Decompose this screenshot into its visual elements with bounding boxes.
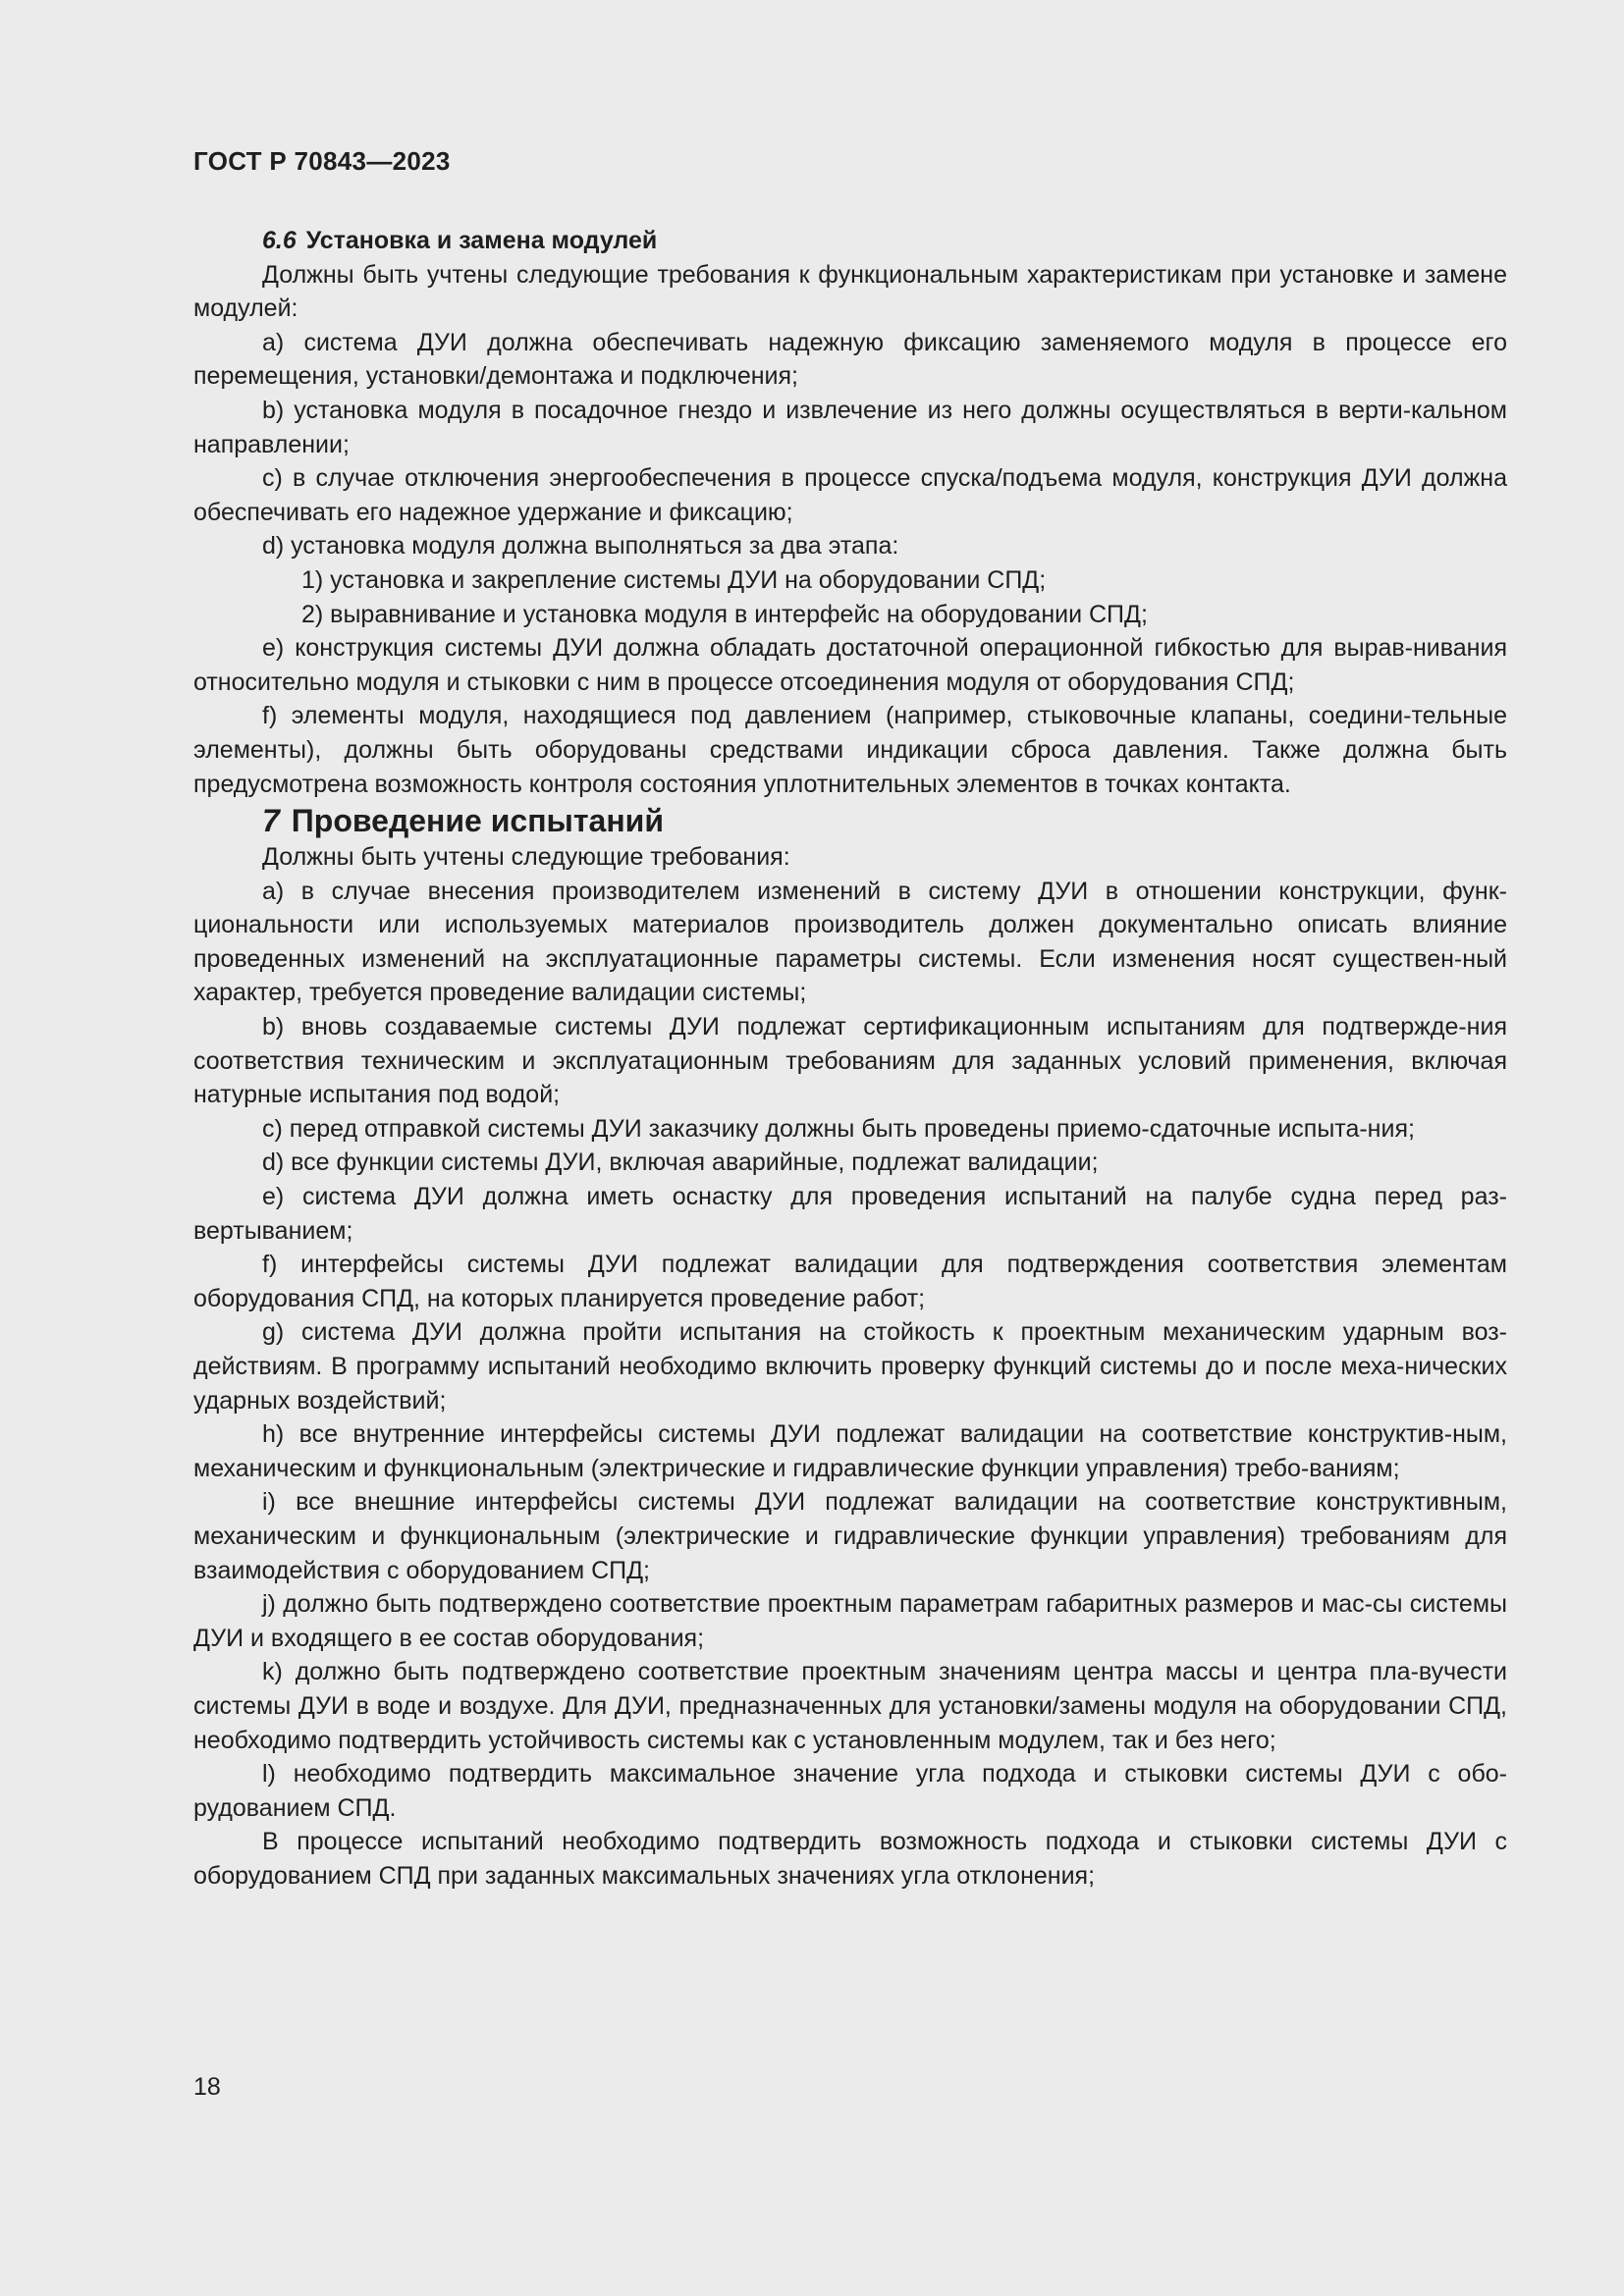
document-code-header: ГОСТ Р 70843—2023 xyxy=(193,146,451,176)
subsection-number: 6.6 xyxy=(262,227,297,254)
list-item: d) все функции системы ДУИ, включая аварийные, подлежат валидации; xyxy=(262,1148,1099,1177)
sub-list-item: 1) установка и закрепление системы ДУИ на оборудовании СПД; xyxy=(301,565,1047,594)
document-body xyxy=(193,224,1507,1894)
list-item: a) в случае внесения производителем изменений в систему ДУИ в отношении конструкции, функ-циональности или используемых материалов производитель должен документально описать влияние проведенных изменений на эксплуатационные параметры системы. Если изменения носят существен-ный характер, требуется проведение валидации системы; xyxy=(193,877,1507,1007)
list-item: h) все внутренние интерфейсы системы ДУИ подлежат валидации на соответствие конструктив-ным, механическим и функциональным (электрические и гидравлические функции управления) требо-ваниям; xyxy=(193,1420,1507,1482)
section-number: 7 xyxy=(262,803,280,839)
list-item: b) установка модуля в посадочное гнездо и извлечение из него должны осуществляться в верти-кальном направлении; xyxy=(193,396,1507,458)
list-item: f) элементы модуля, находящиеся под давлением (например, стыковочные клапаны, соедини-тельные элементы), должны быть оборудованы средствами индикации сброса давления. Также должна быть предусмотрена возможность контроля состояния уплотнительных элементов в точках контакта. xyxy=(193,702,1507,798)
list-item: e) система ДУИ должна иметь оснастку для проведения испытаний на палубе судна перед раз-вертыванием; xyxy=(193,1183,1507,1245)
section-heading-7 xyxy=(193,801,1507,840)
paragraph: В процессе испытаний необходимо подтвердить возможность подхода и стыковки системы ДУИ с оборудованием СПД при заданных максимальных значениях угла отклонения; xyxy=(193,1828,1507,1890)
paragraph-intro: Должны быть учтены следующие требования к функциональным характеристикам при установке и замене модулей: xyxy=(193,260,1507,323)
page-number: 18 xyxy=(193,2073,221,2101)
list-item: a) система ДУИ должна обеспечивать надежную фиксацию заменяемого модуля в процессе его перемещения, установки/демонтажа и подключения; xyxy=(193,328,1507,391)
list-item: c) в случае отключения энергообеспечения в процессе спуска/подъема модуля, конструкция ДУИ должна обеспечивать его надежное удержание и фиксацию; xyxy=(193,464,1507,526)
list-item: j) должно быть подтверждено соответствие проектным параметрам габаритных размеров и мас-сы системы ДУИ и входящего в ее состав оборудования; xyxy=(193,1590,1507,1652)
list-item: b) вновь создаваемые системы ДУИ подлежат сертификационным испытаниям для подтвержде-ния соответствия техническим и эксплуатационным требованиям для заданных условий применения, включая натурные испытания под водой; xyxy=(193,1013,1507,1109)
list-item: l) необходимо подтвердить максимальное значение угла подхода и стыковки системы ДУИ с обо-рудованием СПД. xyxy=(193,1760,1507,1822)
subsection-heading-6-6 xyxy=(193,224,1507,258)
list-item: d) установка модуля должна выполняться за два этапа: xyxy=(262,532,899,561)
subsection-title: Установка и замена модулей xyxy=(305,227,658,254)
section-title: Проведение испытаний xyxy=(291,803,664,839)
list-item: e) конструкция системы ДУИ должна обладать достаточной операционной гибкостью для вырав-нивания относительно модуля и стыковки с ним в процессе отсоединения модуля от оборудования СПД; xyxy=(193,634,1507,696)
list-item: c) перед отправкой системы ДУИ заказчику должны быть проведены приемо-сдаточные испыта-ния; xyxy=(262,1114,1415,1143)
sub-list-item: 2) выравнивание и установка модуля в интерфейс на оборудовании СПД; xyxy=(301,600,1148,628)
paragraph-intro: Должны быть учтены следующие требования: xyxy=(262,843,790,872)
list-item: g) система ДУИ должна пройти испытания на стойкость к проектным механическим ударным воз-действиям. В программу испытаний необходимо включить проверку функций системы до и после меха-нических ударных воздействий; xyxy=(193,1318,1507,1415)
list-item: f) интерфейсы системы ДУИ подлежат валидации для подтверждения соответствия элементам оборудования СПД, на которых планируется проведение работ; xyxy=(193,1251,1507,1312)
list-item: i) все внешние интерфейсы системы ДУИ подлежат валидации на соответствие конструктивным, механическим и функциональным (электрические и гидравлические функции управления) требованиям для взаимодействия с оборудованием СПД; xyxy=(193,1488,1507,1584)
list-item: k) должно быть подтверждено соответствие проектным значениям центра массы и центра пла-вучести системы ДУИ в воде и воздухе. Для ДУИ, предназначенных для установки/замены модуля на оборудовании СПД, необходимо подтвердить устойчивость системы как с установленным модулем, так и без него; xyxy=(193,1658,1507,1754)
